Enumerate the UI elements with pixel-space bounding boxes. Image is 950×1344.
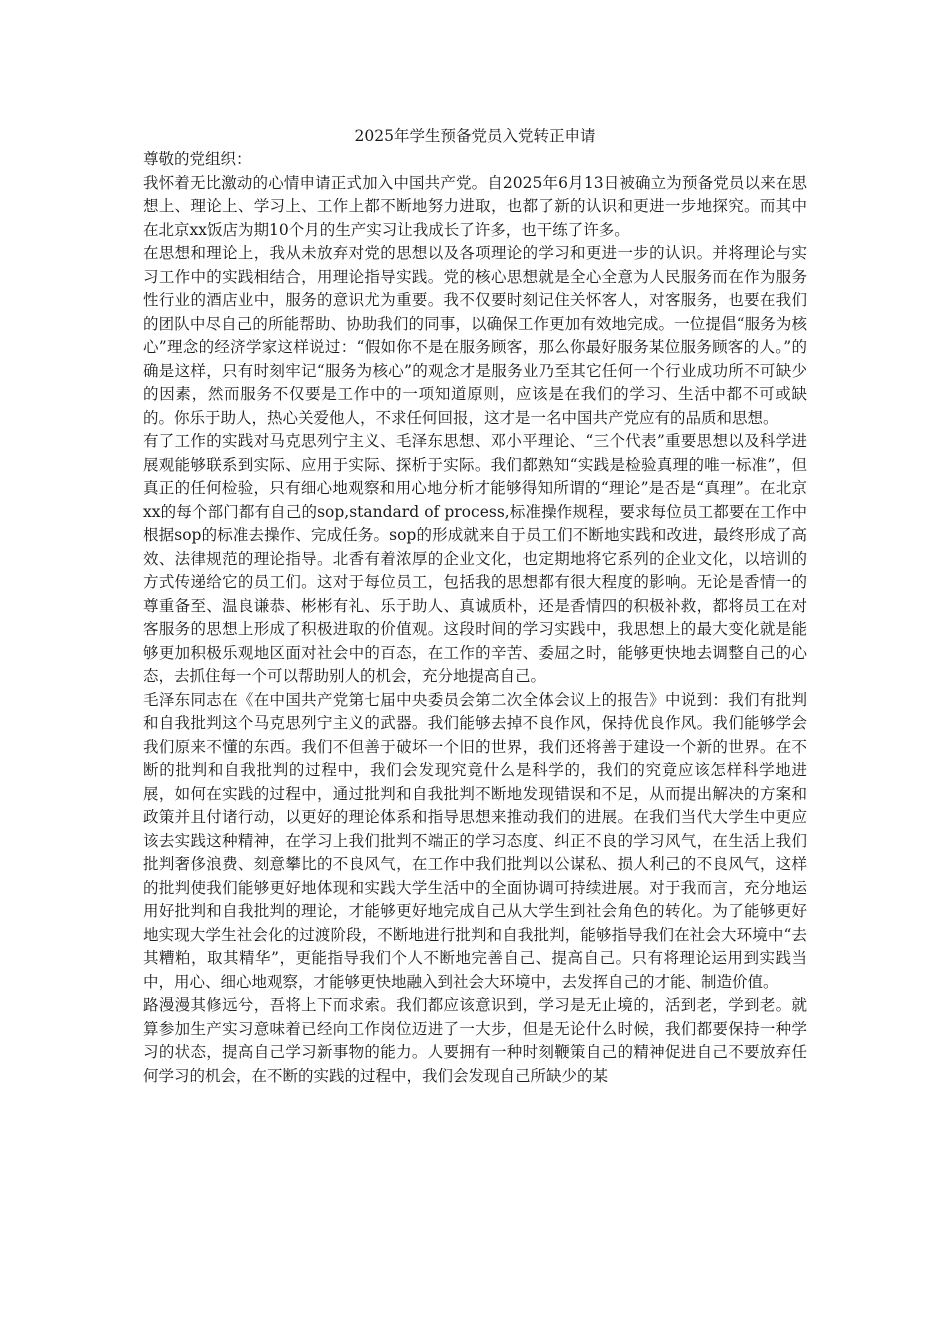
paragraph-learning: 路漫漫其修远兮，吾将上下而求索。我们都应该意识到，学习是无止境的，活到老，学到老。就算参加生产实习意味着已经向工作岗位迈进了一大步，但是无论什么时候，我们都要保持一种学习的状态，提高自己学习新事物的能力。人要拥有一种时刻鞭策自己的精神促进自己不要放弃任何学习的机会，在不断的实践的过程中，我们会发现自己所缺少的某 bbox=[143, 996, 807, 1085]
paragraph-criticism: 毛泽东同志在《在中国共产党第七届中央委员会第二次全体会议上的报告》中说到：我们有批判和自我批判这个马克思列宁主义的武器。我们能够去掉不良作风，保持优良作风。我们能够学会我们原来不懂的东西。我们不但善于破坏一个旧的世界，我们还将善于建设一个新的世界。在不断的批判和自我批判的过程中，我们会发现究竟什么是科学的，我们的究竟应该怎样科学地进展，如何在实践的过程中，通过批判和自我批判不断地发现错误和不足，从而提出解决的方案和政策并且付诸行动，以更好的理论体系和指导思想来推动我们的进展。在我们当代大学生中更应该去实践这种精神，在学习上我们批判不端正的学习态度、纠正不良的学习风气，在生活上我们批判奢侈浪费、刻意攀比的不良风气，在工作中我们批判以公谋私、损人利己的不良风气，这样的批判使我们能够更好地体现和实践大学生活中的全面协调可持续进展。对于我而言，充分地运用好批判和自我批判的理论，才能够更好地完成自己从大学生到社会角色的转化。为了能够更好地实现大学生社会化的过渡阶段，不断地进行批判和自我批判，能够指导我们在社会大环境中“去其糟粕，取其精华”，更能指导我们个人不断地完善自己、提高自己。只有将理论运用到实践当中，用心、细心地观察，才能够更快地融入到社会大环境中，去发挥自己的才能、制造价值。 bbox=[143, 690, 807, 991]
paragraph-thought-theory: 在思想和理论上，我从未放弃对党的思想以及各项理论的学习和更进一步的认识。并将理论与实习工作中的实践相结合，用理论指导实践。党的核心思想就是全心全意为人民服务而在作为服务性行业的酒店业中，服务的意识尤为重要。我不仅要时刻记住关怀客人，对客服务，也要在我们的团队中尽自己的所能帮助、协助我们的同事，以确保工作更加有效地完成。一位提倡“服务为核心”理念的经济学家这样说过：“假如你不是在服务顾客，那么你最好服务某位服务顾客的人。”的确是这样，只有时刻牢记“服务为核心”的观念才是服务业乃至其它任何一个行业成功所不可缺少的因素，然而服务不仅要是工作中的一项知道原则，应该是在我们的学习、生活中都不可或缺的。你乐于助人，热心关爱他人，不求任何回报，这才是一名中国共产党应有的品质和思想。 bbox=[143, 244, 807, 427]
salutation: 尊敬的党组织： bbox=[143, 150, 252, 168]
paragraph-practice: 有了工作的实践对马克思列宁主义、毛泽东思想、邓小平理论、“三个代表”重要思想以及科学进展观能够联系到实际、应用于实际、探析于实际。我们都熟知“实践是检验真理的唯一标准”，但真正的任何检验，只有细心地观察和用心地分析才能够得知所谓的“理论”是否是“真理”。在北京xx的每个部门都有自己的sop,standard of process,标准操作规程，要求每位员工都要在工作中根据sop的标准去操作、完成任务。sop的形成就来自于员工们不断地实践和改进，最终形成了高效、法律规范的理论指导。北香有着浓厚的企业文化，也定期地将它系列的企业文化，以培训的方式传递给它的员工们。这对于每位员工，包括我的思想都有很大程度的影响。无论是香情一的尊重备至、温良谦恭、彬彬有礼、乐于助人、真诚质朴，还是香情四的积极补救，都将员工在对客服务的思想上形成了积极进取的价值观。这段时间的学习实践中，我思想上的最大变化就是能够更加积极乐观地区面对社会中的百态，在工作的辛苦、委屈之时，能够更快地去调整自己的心态，去抓住每一个可以帮助别人的机会，充分地提高自己。 bbox=[143, 432, 807, 685]
document-title: 2025年学生预备党员入党转正申请 bbox=[354, 127, 596, 145]
document-body bbox=[143, 124, 807, 1088]
paragraph-intro: 我怀着无比激动的心情申请正式加入中国共产党。自2025年6月13日被确立为预备党员以来在思想上、理论上、学习上、工作上都不断地努力进取，也都了新的认识和更进一步地探究。而其中在北京xx饭店为期10个月的生产实习让我成长了许多，也干练了许多。 bbox=[143, 173, 807, 239]
